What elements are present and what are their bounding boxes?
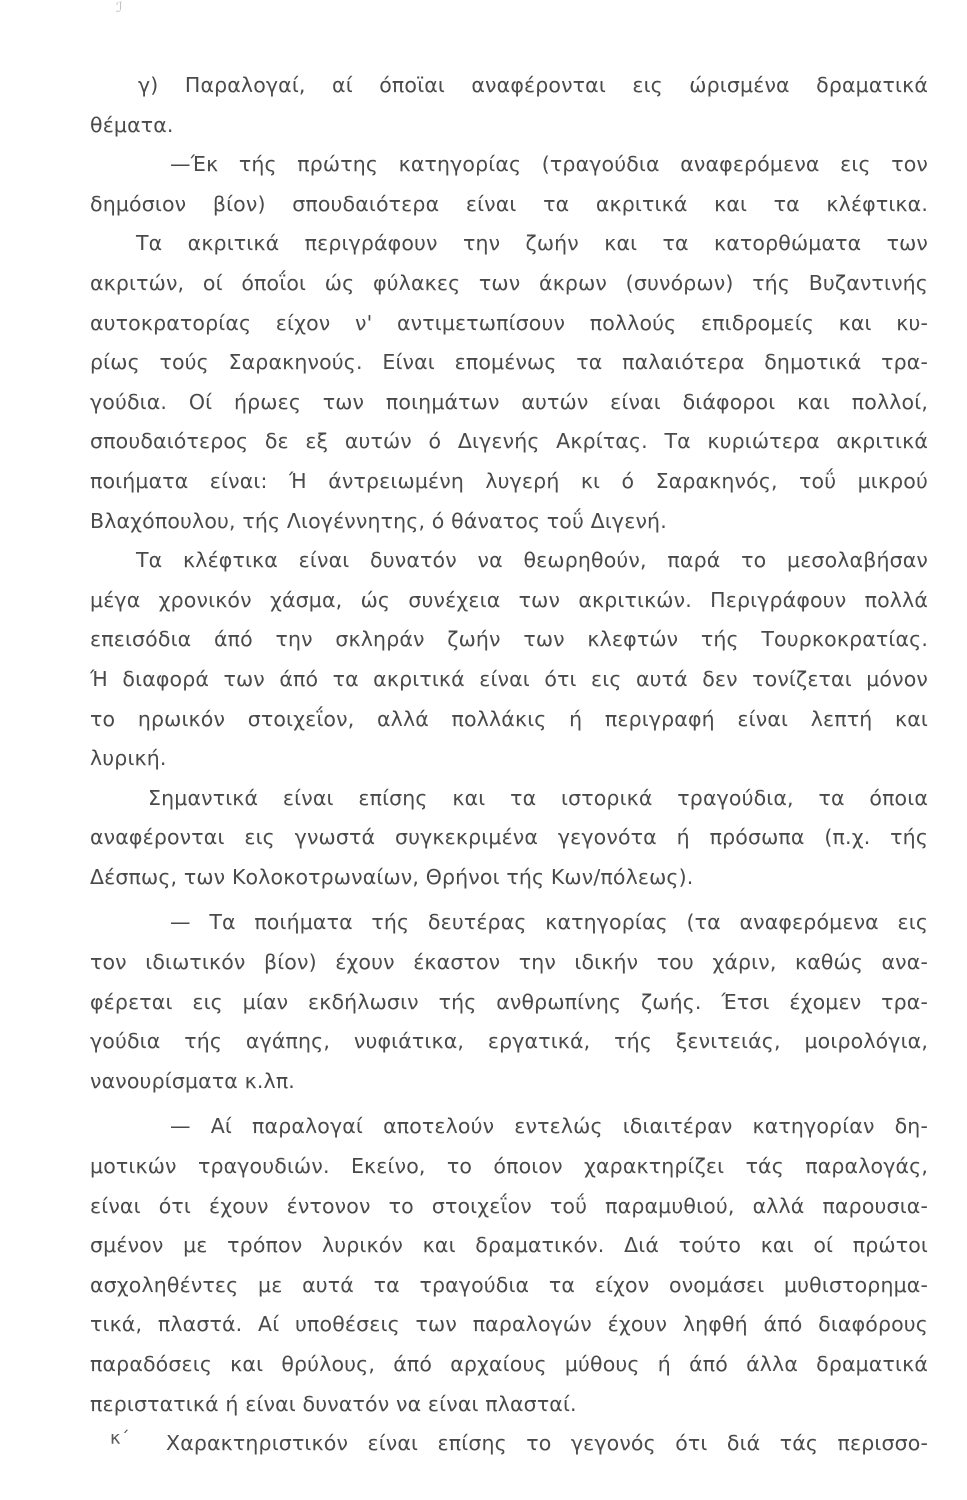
text-line: γούδια τής αγάπης, νυφιάτικα, εργατικά, τής ξενιτειάς, μοιρολόγια,	[90, 1029, 928, 1054]
text-line: τον ιδιωτικόν βίον) έχουν έκαστον την ιδικήν του χάριν, καθώς ανα-	[90, 950, 928, 975]
text-line: αναφέρονται εις γνωστά συγκεκριμένα γεγονότα ή πρόσωπα (π.χ. τής	[90, 825, 928, 850]
text-line: αυτοκρατορίας είχον ν' αντιμετωπίσουν πολλούς επιδρομείς και κυ-	[90, 310, 928, 335]
scan-mark: ℐ	[116, 0, 123, 16]
text-line: γούδια. Οί ήρωες των ποιημάτων αυτών είναι διάφοροι και πολλοί,	[90, 389, 928, 414]
page-number: κ΄	[110, 1428, 130, 1449]
text-line: Σημαντικά είναι επίσης και τα ιστορικά τραγούδια, τα όποια	[148, 785, 928, 810]
text-line: θέματα.	[90, 112, 174, 137]
text-line: μέγα χρονικόν χάσμα, ώς συνέχεια των ακριτικών. Περιγράφουν πολλά	[90, 587, 928, 612]
text-line: Χαρακτηριστικόν είναι επίσης το γεγονός ότι διά τάς περισσο-	[166, 1431, 928, 1456]
text-line: περιστατικά ή είναι δυνατόν να είναι πλασταί.	[90, 1391, 577, 1416]
text-line: σπουδαιότερος δε εξ αυτών ό Διγενής Ακρίτας. Τα κυριώτερα ακριτικά	[90, 429, 928, 454]
text-line: τικά, πλαστά. Αί υποθέσεις των παραλογών έχουν ληφθή άπό διαφόρους	[90, 1312, 928, 1337]
text-line: επεισόδια άπό την σκληράν ζωήν των κλεφτών τής Τουρκοκρατίας.	[90, 627, 928, 652]
text-line: λυρική.	[90, 746, 167, 771]
text-line: Δέσπως, των Κολοκοτρωναίων, Θρήνοι τής Κων/πόλεως).	[90, 864, 694, 889]
text-line: — Αί παραλογαί αποτελούν εντελώς ιδιαιτέραν κατηγορίαν δη-	[170, 1114, 928, 1139]
text-line: Τα ακριτικά περιγράφουν την ζωήν και τα κατορθώματα των	[136, 231, 928, 256]
text-line: ακριτών, οί όποΐοι ώς φύλακες των άκρων (συνόρων) τής Βυζαντινής	[90, 270, 928, 295]
text-line: μοτικών τραγουδιών. Εκείνο, το όποιον χαρακτηρίζει τάς παραλογάς,	[90, 1154, 928, 1179]
text-line: Τα κλέφτικα είναι δυνατόν να θεωρηθούν, παρά το μεσολαβήσαν	[136, 548, 928, 573]
text-line: δημόσιον βίον) σπουδαιότερα είναι τα ακριτικά και τα κλέφτικα.	[90, 191, 928, 216]
text-line: παραδόσεις και θρύλους, άπό αρχαίους μύθους ή άπό άλλα δραματικά	[90, 1352, 928, 1376]
text-line: ποιήματα είναι: Ή άντρειωμένη λυγερή κι ό Σαρακηνός, τοΰ μικρού	[90, 468, 928, 493]
text-line: —Έκ τής πρώτης κατηγορίας (τραγούδια αναφερόμενα εις τον	[170, 152, 928, 177]
text-line: — Τα ποιήματα τής δευτέρας κατηγορίας (τα αναφερόμενα εις	[170, 910, 928, 935]
text-line: σμένον με τρόπον λυρικόν και δραματικόν. Διά τούτο και οί πρώτοι	[90, 1233, 928, 1258]
document-page	[90, 66, 928, 1464]
text-line: γ) Παραλογαί, αί όποϊαι αναφέρονται εις ώρισμένα δραματικά	[138, 73, 928, 97]
text-line: φέρεται εις μίαν εκδήλωσιν τής ανθρωπίνης ζωής. Έτσι έχομεν τρα-	[90, 989, 928, 1014]
text-line: το ηρωικόν στοιχεΐον, αλλά πολλάκις ή περιγραφή είναι λεπτή και	[90, 706, 928, 731]
text-line: ασχοληθέντες με αυτά τα τραγούδια τα είχον ονομάσει μυθιστορημα-	[90, 1272, 928, 1297]
text-line: Ή διαφορά των άπό τα ακριτικά είναι ότι εις αυτά δεν τονίζεται μόνον	[90, 666, 928, 691]
text-line: Βλαχόπουλου, τής Λιογέννητης, ό θάνατος τοΰ Διγενή.	[90, 508, 667, 533]
text-line: ρίως τούς Σαρακηνούς. Είναι επομένως τα παλαιότερα δημοτικά τρα-	[90, 350, 928, 375]
text-line: νανουρίσματα κ.λπ.	[90, 1068, 295, 1093]
text-line: είναι ότι έχουν έντονον το στοιχεΐον τοΰ παραμυθιού, αλλά παρουσια-	[90, 1193, 928, 1218]
